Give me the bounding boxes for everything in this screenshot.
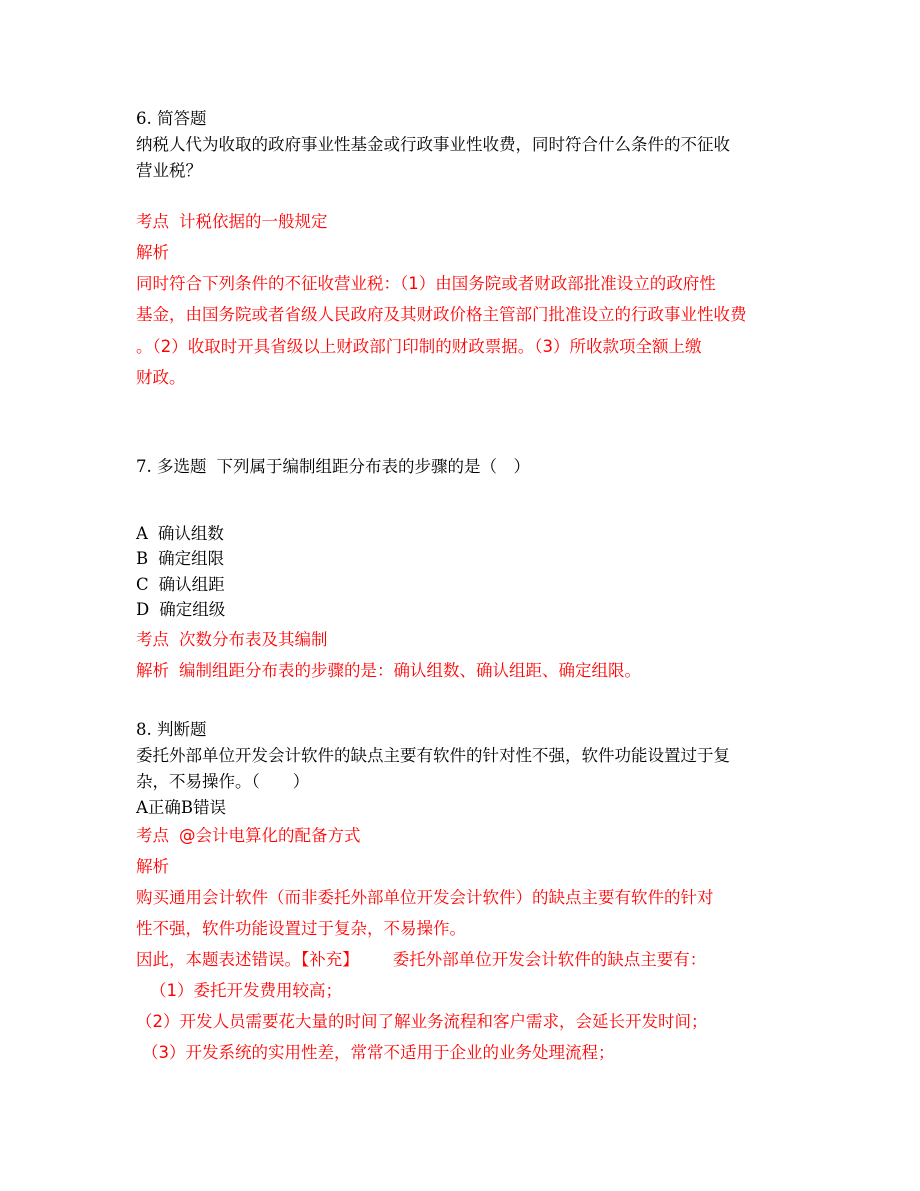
q8-choices: A正确B错误 — [136, 798, 227, 817]
q6-question-line-1: 纳税人代为收取的政府事业性基金或行政事业性收费，同时符合什么条件的不征收 — [136, 135, 730, 154]
kaodian-label: 考点 — [136, 630, 169, 649]
q7-option-d — [136, 597, 225, 623]
kaodian-text: 计税依据的一般规定 — [179, 212, 328, 231]
kaodian-label: 考点 — [136, 212, 169, 231]
q7-heading-row — [136, 454, 530, 480]
q8-kaodian — [136, 823, 361, 849]
q6-question-line-2: 营业税？ — [136, 161, 202, 180]
q6-answer-line-4: 财政。 — [136, 368, 186, 387]
q6-answer-line-1: 同时符合下列条件的不征收营业税：（1）由国务院或者财政部批准设立的政府性 — [136, 274, 716, 293]
q6-heading: 6. 简答题 — [136, 109, 207, 128]
option-text: 确认组数 — [157, 524, 224, 543]
option-letter: C — [136, 575, 149, 594]
jiexi-text: 编制组距分布表的步骤的是：确认组数、确认组距、确定组限。 — [179, 661, 641, 680]
jiexi-label: 解析 — [136, 661, 169, 680]
q8-jiexi-label: 解析 — [136, 857, 169, 876]
q8-answer-line-5: （2）开发人员需要花大量的时间了解业务流程和客户需求，会延长开发时间； — [136, 1012, 708, 1031]
q8-heading: 8. 判断题 — [136, 720, 207, 739]
q7-option-b — [136, 546, 224, 572]
option-letter: B — [136, 549, 149, 568]
q6-answer-line-2: 基金，由国务院或者省级人民政府及其财政价格主管部门批准设立的行政事业性收费 — [136, 305, 747, 324]
option-text: 确定组限 — [158, 549, 225, 568]
option-letter: D — [136, 600, 150, 619]
q8-question-line-1: 委托外部单位开发会计软件的缺点主要有软件的针对性不强，软件功能设置过于复 — [136, 746, 730, 765]
answer-text: 委托外部单位开发会计软件的缺点主要有： — [392, 950, 707, 969]
kaodian-text: 次数分布表及其编制 — [179, 630, 328, 649]
option-text: 确定组级 — [159, 600, 226, 619]
option-letter: A — [136, 524, 148, 543]
q6-answer-line-3: 。（2）收取时开具省级以上财政部门印制的财政票据。（3）所收款项全额上缴 — [136, 337, 702, 356]
q7-heading: 7. 多选题 — [136, 457, 207, 476]
q7-kaodian — [136, 627, 328, 653]
q6-jiexi-label: 解析 — [136, 243, 169, 262]
q7-option-a — [136, 521, 224, 547]
option-text: 确认组距 — [158, 575, 225, 594]
q7-option-c — [136, 572, 225, 598]
q8-answer-line-1: 购买通用会计软件（而非委托外部单位开发会计软件）的缺点主要有软件的针对 — [136, 888, 714, 907]
q8-answer-line-2: 性不强，软件功能设置过于复杂，不易操作。 — [136, 919, 466, 938]
q8-answer-line-4: （1）委托开发费用较高； — [150, 981, 342, 1000]
answer-text: 因此，本题表述错误。【补充】 — [136, 950, 359, 969]
q8-answer-line-3 — [136, 947, 706, 973]
q7-question: 下列属于编制组距分布表的步骤的是（ ） — [216, 457, 530, 476]
q8-answer-line-6: （3）开发系统的实用性差，常常不适用于企业的业务处理流程； — [142, 1043, 615, 1062]
q8-question-line-2: 杂，不易操作。（ ） — [136, 772, 310, 791]
q7-jiexi — [136, 658, 641, 684]
kaodian-text: @会计电算化的配备方式 — [179, 826, 361, 845]
q6-kaodian — [136, 209, 328, 235]
kaodian-label: 考点 — [136, 826, 169, 845]
